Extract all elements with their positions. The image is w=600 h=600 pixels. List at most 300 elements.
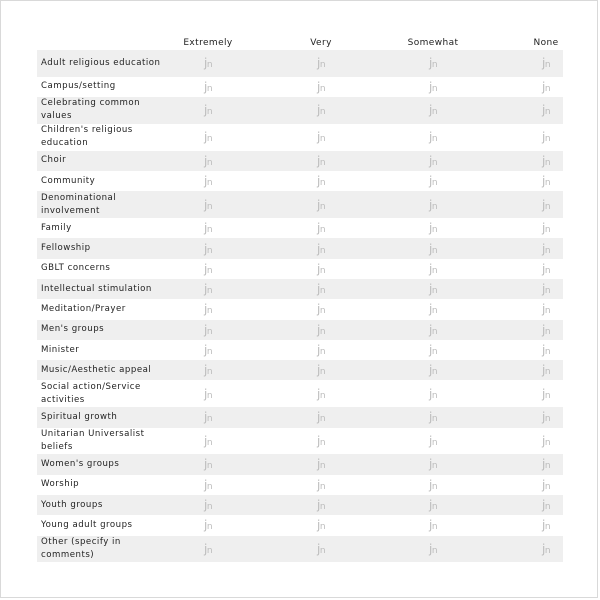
radio-button-none[interactable] (542, 457, 550, 471)
radio-button-icon: j (541, 197, 545, 212)
table-row (37, 536, 563, 563)
radio-button-none[interactable] (542, 387, 550, 401)
radio-button-icon: j (203, 302, 207, 317)
radio-button-icon: j (203, 103, 207, 118)
table-row (37, 495, 563, 515)
radio-button-icon-part: n (319, 437, 326, 448)
radio-button-icon-part: n (206, 437, 213, 448)
radio-button-icon: j (428, 56, 432, 71)
radio-button-very[interactable] (317, 282, 325, 296)
radio-button-very[interactable] (317, 387, 325, 401)
radio-button-icon: j (541, 322, 545, 337)
radio-button-icon: j (316, 56, 320, 71)
radio-button-extremely[interactable] (204, 103, 212, 117)
radio-button-none[interactable] (542, 103, 550, 117)
table-row (37, 191, 563, 218)
radio-button-extremely[interactable] (204, 387, 212, 401)
radio-button-icon: j (428, 343, 432, 357)
column-header-very: Very (310, 38, 332, 48)
radio-button-icon-part: n (206, 502, 213, 513)
radio-button-icon-part: n (319, 306, 326, 317)
column-header-none: None (533, 38, 559, 48)
radio-button-icon-part: n (206, 107, 213, 118)
radio-button-icon: j (541, 457, 545, 472)
radio-button-icon: j (428, 363, 432, 378)
rating-grid (37, 50, 563, 562)
radio-button-icon: j (541, 241, 545, 256)
row-label: Family (41, 222, 72, 233)
table-row (37, 151, 563, 171)
radio-button-very[interactable] (317, 56, 325, 70)
radio-button-icon-part: n (206, 367, 213, 378)
radio-button-icon-part: n (319, 286, 326, 297)
radio-button-somewhat[interactable] (429, 387, 437, 401)
radio-button-icon: j (316, 153, 320, 168)
radio-button-somewhat[interactable] (429, 542, 437, 556)
radio-button-icon-part: n (431, 134, 438, 145)
row-label: Community (41, 175, 96, 186)
radio-button-somewhat[interactable] (429, 410, 437, 424)
radio-button-somewhat[interactable] (429, 518, 437, 532)
radio-button-icon-part: n (319, 60, 326, 71)
radio-button-none[interactable] (542, 498, 550, 512)
radio-button-icon: j (428, 282, 432, 297)
radio-button-icon-part: n (319, 83, 326, 94)
radio-button-icon-part: n (544, 481, 551, 492)
row-label: Men's groups (41, 324, 105, 335)
radio-button-icon-part: n (319, 245, 326, 256)
table-row (37, 299, 563, 319)
radio-button-icon-part: n (206, 225, 213, 236)
radio-button-none[interactable] (542, 542, 550, 556)
radio-button-icon-part: n (544, 60, 551, 71)
radio-button-icon-part: n (206, 390, 213, 401)
radio-button-icon: j (316, 197, 320, 212)
radio-button-icon-part: n (319, 481, 326, 492)
radio-button-icon-part: n (206, 157, 213, 168)
radio-button-somewhat[interactable] (429, 198, 437, 212)
radio-button-icon: j (316, 410, 320, 425)
radio-button-somewhat[interactable] (429, 323, 437, 337)
radio-button-icon-part: n (544, 225, 551, 236)
radio-button-icon: j (428, 322, 432, 337)
radio-button-icon: j (541, 302, 545, 317)
radio-button-icon: j (203, 541, 207, 556)
radio-button-icon-part: n (431, 481, 438, 492)
radio-button-none[interactable] (542, 221, 550, 235)
row-label: Children's religious education (41, 125, 133, 149)
radio-button-icon-part: n (431, 437, 438, 448)
row-label: Youth groups (41, 499, 103, 510)
radio-button-icon-part: n (544, 157, 551, 168)
row-label: Other (specify in comments) (41, 536, 121, 560)
table-row (37, 97, 563, 124)
table-row (37, 380, 563, 407)
radio-button-icon-part: n (431, 326, 438, 337)
radio-button-somewhat[interactable] (429, 457, 437, 471)
radio-button-icon-part: n (319, 545, 326, 556)
radio-button-extremely[interactable] (204, 130, 212, 144)
radio-button-very[interactable] (317, 80, 325, 94)
radio-button-icon: j (541, 56, 545, 71)
row-label: Fellowship (41, 243, 91, 254)
radio-button-extremely[interactable] (204, 343, 212, 357)
radio-button-very[interactable] (317, 262, 325, 276)
radio-button-icon-part: n (319, 107, 326, 118)
radio-button-icon: j (316, 130, 320, 145)
radio-button-icon-part: n (544, 461, 551, 472)
radio-button-extremely[interactable] (204, 478, 212, 492)
radio-button-none[interactable] (542, 518, 550, 532)
radio-button-icon: j (203, 457, 207, 472)
row-label: Choir (41, 155, 67, 166)
radio-button-very[interactable] (317, 542, 325, 556)
radio-button-icon: j (541, 221, 545, 236)
radio-button-very[interactable] (317, 154, 325, 168)
radio-button-none[interactable] (542, 154, 550, 168)
radio-button-icon-part: n (319, 157, 326, 168)
radio-button-icon: j (203, 498, 207, 513)
radio-button-icon-part: n (319, 347, 326, 357)
radio-button-none[interactable] (542, 242, 550, 256)
radio-button-very[interactable] (317, 518, 325, 532)
radio-button-icon-part: n (431, 265, 438, 276)
radio-button-icon-part: n (431, 178, 438, 189)
radio-button-extremely[interactable] (204, 323, 212, 337)
radio-button-icon: j (541, 410, 545, 425)
column-header-extremely: Extremely (183, 38, 233, 48)
radio-button-icon-part: n (206, 545, 213, 556)
radio-button-icon-part: n (431, 545, 438, 556)
radio-button-icon-part: n (544, 414, 551, 425)
radio-button-icon: j (316, 457, 320, 472)
radio-button-icon-part: n (544, 265, 551, 276)
radio-button-icon: j (203, 174, 207, 189)
radio-button-icon-part: n (431, 60, 438, 71)
radio-button-icon: j (316, 221, 320, 236)
row-label: Minister (41, 344, 80, 355)
row-label: Women's groups (41, 458, 120, 469)
radio-button-somewhat[interactable] (429, 221, 437, 235)
radio-button-very[interactable] (317, 302, 325, 316)
row-label: Young adult groups (41, 519, 133, 530)
row-label: Music/Aesthetic appeal (41, 364, 152, 375)
radio-button-icon-part: n (431, 157, 438, 168)
radio-button-icon-part: n (431, 225, 438, 236)
radio-button-icon: j (316, 477, 320, 492)
table-row (37, 50, 563, 77)
radio-button-icon: j (428, 79, 432, 94)
radio-button-icon: j (428, 433, 432, 448)
radio-button-icon: j (541, 261, 545, 276)
radio-button-icon-part: n (206, 347, 213, 357)
radio-button-icon-part: n (544, 201, 551, 212)
row-label: Meditation/Prayer (41, 303, 126, 314)
radio-button-icon-part: n (544, 347, 551, 357)
radio-button-icon: j (428, 518, 432, 533)
radio-button-somewhat[interactable] (429, 282, 437, 296)
radio-button-icon: j (316, 302, 320, 317)
radio-button-icon: j (316, 174, 320, 189)
radio-button-extremely[interactable] (204, 518, 212, 532)
radio-button-somewhat[interactable] (429, 363, 437, 377)
radio-button-icon-part: n (206, 461, 213, 472)
radio-button-none[interactable] (542, 174, 550, 188)
radio-button-icon: j (428, 477, 432, 492)
radio-button-icon-part: n (544, 522, 551, 533)
radio-button-very[interactable] (317, 323, 325, 337)
radio-button-very[interactable] (317, 478, 325, 492)
radio-button-somewhat[interactable] (429, 80, 437, 94)
radio-button-very[interactable] (317, 410, 325, 424)
radio-button-somewhat[interactable] (429, 498, 437, 512)
radio-button-extremely[interactable] (204, 282, 212, 296)
radio-button-icon-part: n (319, 134, 326, 145)
table-row (37, 124, 563, 151)
radio-button-none[interactable] (542, 343, 550, 357)
radio-button-icon: j (203, 363, 207, 378)
radio-button-somewhat[interactable] (429, 130, 437, 144)
column-header-somewhat: Somewhat (407, 38, 459, 48)
row-label: Intellectual stimulation (41, 283, 152, 294)
radio-button-icon: j (428, 197, 432, 212)
radio-button-icon: j (203, 153, 207, 168)
radio-button-icon-part: n (544, 367, 551, 378)
radio-button-icon-part: n (431, 245, 438, 256)
radio-button-icon: j (203, 322, 207, 337)
radio-button-icon: j (316, 261, 320, 276)
radio-button-icon: j (428, 410, 432, 425)
table-row (37, 279, 563, 299)
radio-button-icon-part: n (431, 286, 438, 297)
radio-button-somewhat[interactable] (429, 478, 437, 492)
radio-button-icon: j (541, 130, 545, 145)
radio-button-icon: j (428, 386, 432, 401)
radio-button-none[interactable] (542, 434, 550, 448)
radio-button-icon: j (541, 79, 545, 94)
radio-button-very[interactable] (317, 457, 325, 471)
radio-button-icon: j (428, 498, 432, 513)
radio-button-icon-part: n (544, 178, 551, 189)
radio-button-icon-part: n (206, 83, 213, 94)
radio-button-none[interactable] (542, 282, 550, 296)
radio-button-somewhat[interactable] (429, 242, 437, 256)
radio-button-none[interactable] (542, 80, 550, 94)
radio-button-very[interactable] (317, 130, 325, 144)
row-label: Adult religious education (41, 57, 161, 68)
radio-button-icon-part: n (431, 502, 438, 513)
radio-button-icon: j (203, 130, 207, 145)
radio-button-icon: j (203, 221, 207, 236)
row-label: GBLT concerns (41, 263, 111, 274)
radio-button-icon-part: n (206, 481, 213, 492)
radio-button-none[interactable] (542, 302, 550, 316)
radio-button-very[interactable] (317, 103, 325, 117)
table-row (37, 171, 563, 191)
radio-button-icon: j (428, 130, 432, 145)
row-label: Denominational involvement (41, 192, 117, 216)
table-row (37, 360, 563, 380)
radio-button-extremely[interactable] (204, 410, 212, 424)
radio-button-icon-part: n (431, 201, 438, 212)
radio-button-icon: j (203, 56, 207, 71)
radio-button-icon: j (203, 386, 207, 401)
radio-button-icon: j (428, 103, 432, 118)
row-label: Celebrating common values (41, 98, 141, 122)
radio-button-icon: j (203, 343, 207, 357)
radio-button-icon: j (541, 541, 545, 556)
radio-button-icon: j (428, 261, 432, 276)
radio-button-icon: j (541, 518, 545, 533)
radio-button-somewhat[interactable] (429, 103, 437, 117)
radio-button-icon: j (316, 103, 320, 118)
row-label: Unitarian Universalist beliefs (41, 428, 145, 452)
radio-button-icon: j (316, 498, 320, 513)
radio-button-extremely[interactable] (204, 221, 212, 235)
radio-button-somewhat[interactable] (429, 56, 437, 70)
radio-button-extremely[interactable] (204, 434, 212, 448)
radio-button-icon-part: n (206, 286, 213, 297)
radio-button-icon-part: n (206, 306, 213, 317)
radio-button-extremely[interactable] (204, 363, 212, 377)
row-label: Worship (41, 479, 80, 490)
radio-button-icon-part: n (431, 367, 438, 378)
radio-button-icon-part: n (206, 60, 213, 71)
radio-button-icon-part: n (431, 522, 438, 533)
radio-button-icon: j (428, 221, 432, 236)
radio-button-somewhat[interactable] (429, 434, 437, 448)
radio-button-icon: j (316, 386, 320, 401)
table-row (37, 475, 563, 495)
radio-button-icon: j (203, 241, 207, 256)
radio-button-icon-part: n (319, 502, 326, 513)
radio-button-very[interactable] (317, 434, 325, 448)
radio-button-icon-part: n (206, 134, 213, 145)
radio-button-icon-part: n (544, 502, 551, 513)
radio-button-icon: j (541, 153, 545, 168)
radio-button-extremely[interactable] (204, 174, 212, 188)
radio-button-icon: j (428, 457, 432, 472)
radio-button-extremely[interactable] (204, 542, 212, 556)
radio-button-none[interactable] (542, 56, 550, 70)
radio-button-icon: j (316, 79, 320, 94)
radio-button-icon: j (541, 386, 545, 401)
radio-button-icon-part: n (431, 414, 438, 425)
radio-button-very[interactable] (317, 221, 325, 235)
radio-button-icon: j (316, 343, 320, 357)
radio-button-icon-part: n (319, 326, 326, 337)
column-header (0, 38, 600, 50)
radio-button-icon-part: n (206, 522, 213, 533)
radio-button-icon-part: n (431, 461, 438, 472)
radio-button-very[interactable] (317, 174, 325, 188)
radio-button-icon-part: n (544, 286, 551, 297)
radio-button-icon-part: n (431, 83, 438, 94)
radio-button-very[interactable] (317, 198, 325, 212)
radio-button-somewhat[interactable] (429, 262, 437, 276)
row-label: Social action/Service activities (41, 381, 141, 405)
radio-button-icon-part: n (319, 522, 326, 533)
table-row (37, 218, 563, 238)
radio-button-none[interactable] (542, 262, 550, 276)
radio-button-icon-part: n (544, 437, 551, 448)
radio-button-icon: j (203, 261, 207, 276)
radio-button-very[interactable] (317, 363, 325, 377)
radio-button-icon: j (541, 363, 545, 378)
radio-button-extremely[interactable] (204, 498, 212, 512)
radio-button-extremely[interactable] (204, 262, 212, 276)
radio-button-none[interactable] (542, 478, 550, 492)
table-row (37, 515, 563, 535)
radio-button-icon: j (316, 433, 320, 448)
radio-button-none[interactable] (542, 363, 550, 377)
radio-button-icon-part: n (544, 545, 551, 556)
radio-button-icon: j (203, 433, 207, 448)
table-row (37, 77, 563, 97)
radio-button-icon: j (428, 241, 432, 256)
radio-button-extremely[interactable] (204, 302, 212, 316)
radio-button-extremely[interactable] (204, 56, 212, 70)
radio-button-icon-part: n (319, 367, 326, 378)
radio-button-icon-part: n (431, 306, 438, 317)
radio-button-icon-part: n (206, 201, 213, 212)
radio-button-icon-part: n (319, 414, 326, 425)
radio-button-somewhat[interactable] (429, 154, 437, 168)
radio-button-icon: j (541, 103, 545, 118)
table-row (37, 340, 563, 360)
radio-button-none[interactable] (542, 410, 550, 424)
radio-button-extremely[interactable] (204, 198, 212, 212)
table-row (37, 238, 563, 258)
radio-button-extremely[interactable] (204, 154, 212, 168)
radio-button-icon-part: n (319, 461, 326, 472)
radio-button-icon-part: n (544, 326, 551, 337)
radio-button-somewhat[interactable] (429, 302, 437, 316)
radio-button-none[interactable] (542, 198, 550, 212)
radio-button-icon-part: n (431, 390, 438, 401)
radio-button-icon-part: n (319, 265, 326, 276)
radio-button-icon: j (203, 477, 207, 492)
radio-button-extremely[interactable] (204, 80, 212, 94)
radio-button-icon: j (203, 518, 207, 533)
radio-button-icon-part: n (319, 178, 326, 189)
radio-button-icon: j (428, 541, 432, 556)
radio-button-icon: j (203, 79, 207, 94)
radio-button-icon: j (428, 302, 432, 317)
radio-button-very[interactable] (317, 343, 325, 357)
radio-button-icon-part: n (544, 245, 551, 256)
radio-button-somewhat[interactable] (429, 174, 437, 188)
radio-button-very[interactable] (317, 498, 325, 512)
radio-button-extremely[interactable] (204, 457, 212, 471)
radio-button-icon: j (203, 282, 207, 297)
radio-button-icon: j (541, 477, 545, 492)
radio-button-somewhat[interactable] (429, 343, 437, 357)
radio-button-icon: j (316, 518, 320, 533)
radio-button-icon-part: n (206, 265, 213, 276)
radio-button-extremely[interactable] (204, 242, 212, 256)
radio-button-none[interactable] (542, 323, 550, 337)
radio-button-icon: j (541, 174, 545, 189)
radio-button-none[interactable] (542, 130, 550, 144)
radio-button-icon: j (428, 153, 432, 168)
radio-button-icon-part: n (544, 83, 551, 94)
radio-button-icon: j (316, 363, 320, 378)
radio-button-very[interactable] (317, 242, 325, 256)
radio-button-icon: j (316, 241, 320, 256)
radio-button-icon-part: n (206, 414, 213, 425)
table-row (37, 259, 563, 279)
